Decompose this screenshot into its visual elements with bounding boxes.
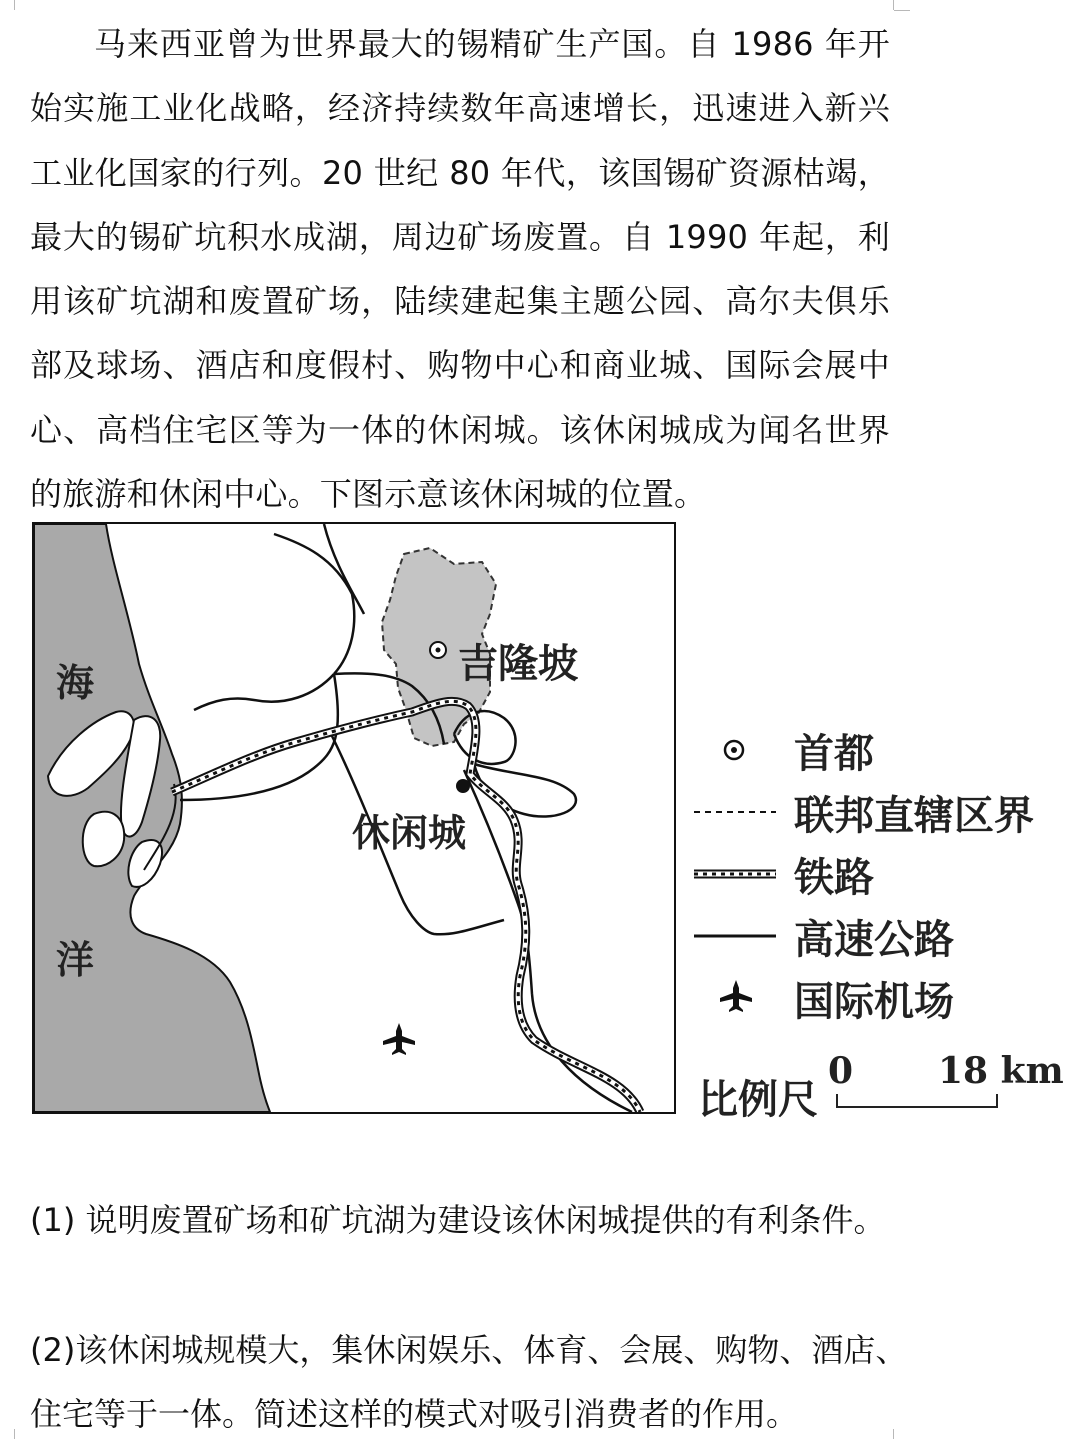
legend-item-boundary: [692, 780, 1062, 840]
passage-text: 马来西亚曾为世界最大的锡精矿生产国。自 1986 年开始实施工业化战略，经济持续数年高速增长，迅速进入新兴工业化国家的行列。20 世纪 80 年代，该国锡矿资源枯竭，最大的锡矿坑积水成湖，周边矿场废置。自 1990 年起，利用该矿坑湖和废置矿场，陆续建起集主题公园、高尔夫俱乐部及球场、酒店和度假村、购物中心和商业城、国际会展中心、高档住宅区等为一体的休闲城。该休闲城成为闻名世界的旅游和休闲中心。下图示意该休闲城的位置。: [30, 25, 890, 514]
legend-label: 首都: [794, 730, 874, 777]
page-corner-mark: [893, 0, 894, 10]
scale-line: [836, 1094, 998, 1108]
legend-item-highway: [692, 904, 1062, 964]
legend-label: 高速公路: [794, 916, 954, 963]
railway-line-icon: [692, 842, 778, 902]
airplane-icon: [692, 966, 778, 1026]
question-1: (1) 说明废置矿场和矿坑湖为建设该休闲城提供的有利条件。: [30, 1201, 886, 1239]
airport-icon: [383, 1023, 415, 1055]
page-corner-mark: [14, 0, 15, 10]
location-map: [32, 522, 676, 1114]
page-corner-mark: [14, 1429, 15, 1439]
solid-line-icon: [692, 904, 778, 964]
legend-label: 铁路: [794, 854, 874, 901]
scale-label: 比例尺: [698, 1076, 818, 1123]
scale-bar: [698, 1050, 1064, 1123]
capital-label: 吉隆坡: [458, 640, 578, 687]
sea-label: 海: [56, 660, 95, 705]
capital-dot-icon: [692, 718, 778, 778]
legend-label: 联邦直辖区界: [794, 792, 1034, 839]
legend-item-railway: [692, 842, 1062, 902]
page-corner-mark: [894, 10, 910, 11]
question-2: (2)该休闲城规模大，集休闲娱乐、体育、会展、购物、酒店、住宅等于一体。简述这样的模式对吸引消费者的作用。: [30, 1331, 908, 1433]
sea-label: 洋: [56, 937, 95, 982]
scale-end: 18 km: [938, 1050, 1064, 1092]
scale-start: 0: [828, 1050, 854, 1092]
legend-item-capital: [692, 718, 1062, 778]
sea-area: [34, 524, 270, 1112]
leisure-city-label: 休闲城: [352, 810, 467, 855]
legend-label: 国际机场: [794, 978, 954, 1025]
passage: [30, 12, 890, 526]
leisure-city-dot: [456, 779, 470, 793]
dashed-line-icon: [692, 780, 778, 840]
legend-item-airport: [692, 966, 1062, 1026]
